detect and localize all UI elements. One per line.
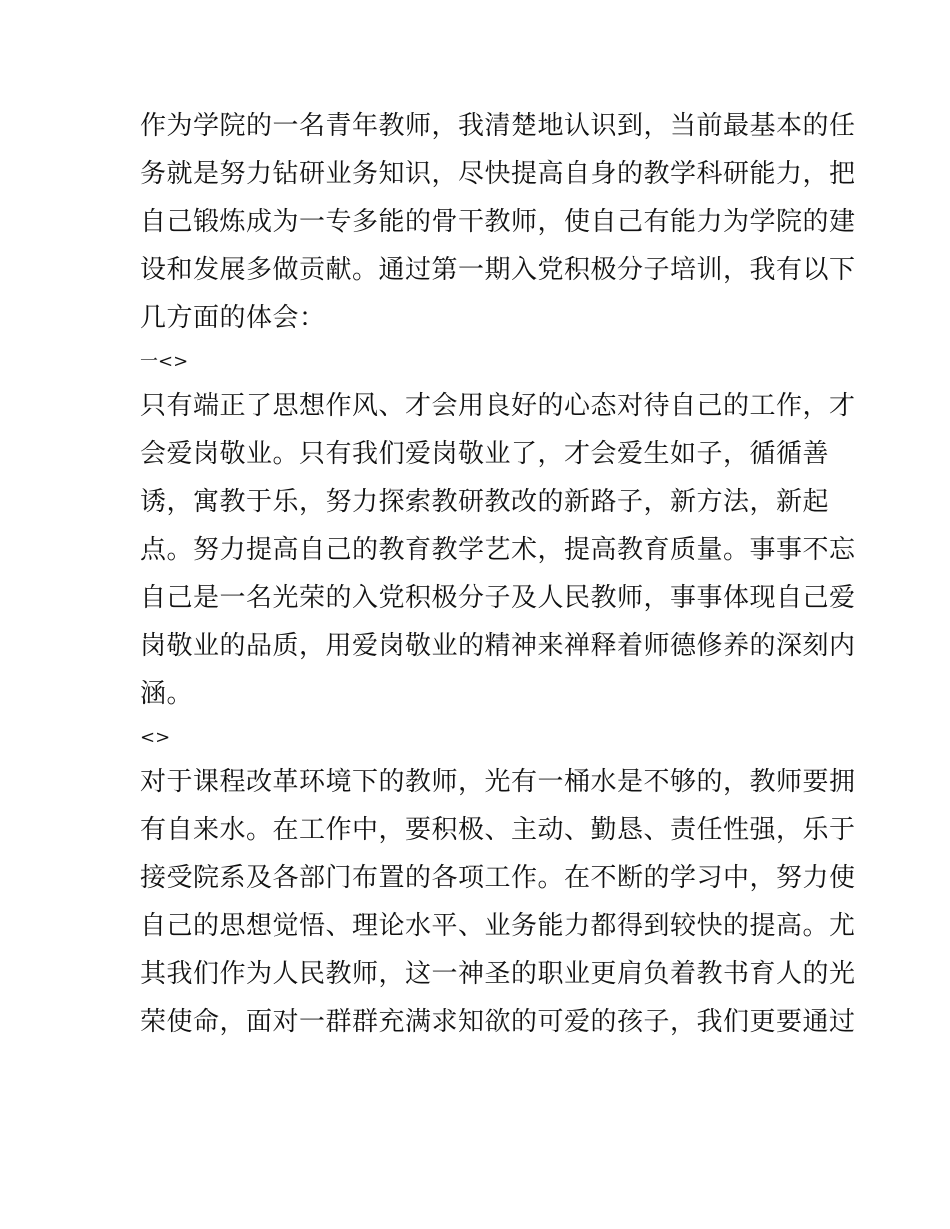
paragraph-3 <box>140 758 856 1046</box>
section-marker-1: 一<> <box>140 351 189 372</box>
text-line: 荣使命，面对一群群充满求知欲的可爱的孩子，我们更要通过 <box>140 1007 856 1037</box>
text-line: 几方面的体会： <box>140 303 326 333</box>
text-line: 有自来水。在工作中，要积极、主动、勤恳、责任性强，乐于 <box>140 815 856 845</box>
text-line: 接受院系及各部门布置的各项工作。在不断的学习中，努力使 <box>140 863 856 893</box>
text-line: 会爱岗敬业。只有我们爱岗敬业了，才会爱生如子，循循善 <box>140 439 830 469</box>
document-body <box>140 102 856 1046</box>
text-line: 只有端正了思想作风、才会用良好的心态对待自己的工作，才 <box>140 391 856 421</box>
paragraph-1 <box>140 102 856 342</box>
text-line: 务就是努力钻研业务知识，尽快提高自身的教学科研能力，把 <box>140 159 856 189</box>
text-line: 设和发展多做贡献。通过第一期入党积极分子培训，我有以下 <box>140 255 856 285</box>
text-line: 自己的思想觉悟、理论水平、业务能力都得到较快的提高。尤 <box>140 911 856 941</box>
paragraph-2 <box>140 382 856 718</box>
text-line: 诱，寓教于乐，努力探索教研教改的新路子，新方法，新起 <box>140 487 830 517</box>
section-marker-2: <> <box>140 727 171 748</box>
text-line: 自己锻炼成为一专多能的骨干教师，使自己有能力为学院的建 <box>140 207 856 237</box>
text-line: 涵。 <box>140 679 194 709</box>
text-line: 其我们作为人民教师，这一神圣的职业更肩负着教书育人的光 <box>140 959 856 989</box>
text-line: 自己是一名光荣的入党积极分子及人民教师，事事体现自己爱 <box>140 583 856 613</box>
text-line: 对于课程改革环境下的教师，光有一桶水是不够的，教师要拥 <box>140 767 856 797</box>
text-line: 岗敬业的品质，用爱岗敬业的精神来禅释着师德修养的深刻内 <box>140 631 856 661</box>
text-line: 作为学院的一名青年教师，我清楚地认识到，当前最基本的任 <box>140 111 856 141</box>
text-line: 点。努力提高自己的教育教学艺术，提高教育质量。事事不忘 <box>140 535 856 565</box>
